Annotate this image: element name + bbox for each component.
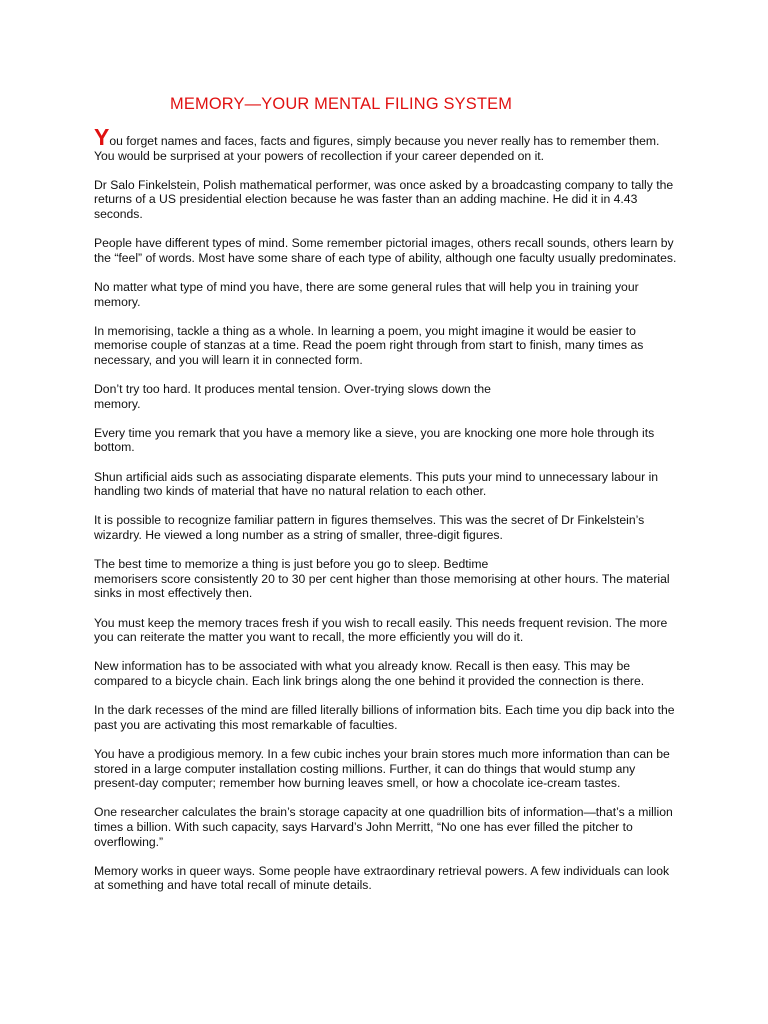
paragraph-13: In the dark recesses of the mind are filled literally billions of information bits. Each time you dip back into the past you are activating this most remarkable of faculties. xyxy=(94,703,675,732)
document-body xyxy=(94,124,679,907)
paragraph-2: Dr Salo Finkelstein, Polish mathematical performer, was once asked by a broadcasting company to tally the returns of a US presidential election because he was faster than an adding machine. He did it in 4.43 seconds. xyxy=(94,177,674,221)
paragraph-10-line-1: The best time to memorize a thing is just before you go to sleep. Bedtime xyxy=(94,557,489,572)
paragraph-5: In memorising, tackle a thing as a whole. In learning a poem, you might imagine it would be easier to memorise couple of stanzas at a time. Read the poem right through from start to finish, many times as necessary, and you will learn it in connected form. xyxy=(94,323,644,367)
paragraph-3: People have different types of mind. Some remember pictorial images, others recall sounds, others learn by the “feel” of words. Most have some share of each type of ability, although one faculty usually predominates. xyxy=(94,236,677,265)
paragraph-9: It is possible to recognize familiar pattern in figures themselves. This was the secret of Dr Finkelstein’s wizardry. He viewed a long number as a string of smaller, three-digit figures. xyxy=(94,513,645,543)
paragraph-8: Shun artificial aids such as associating disparate elements. This puts your mind to unnecessary labour in handling two kinds of material that have no natural relation to each other. xyxy=(94,469,659,499)
paragraph-10 xyxy=(94,557,679,601)
paragraph-10-rest: memorisers score consistently 20 to 30 per cent higher than those memorising at other hours. The material sinks in most effectively then. xyxy=(94,571,670,601)
paragraph-12: New information has to be associated with what you already know. Recall is then easy. This may be compared to a bicycle chain. Each link brings along the one behind it provided the connection is there. xyxy=(94,659,645,688)
paragraph-6 xyxy=(94,382,679,411)
paragraph-7: Every time you remark that you have a memory like a sieve, you are knocking one more hole through its bottom. xyxy=(94,425,655,455)
paragraph-14: You have a prodigious memory. In a few cubic inches your brain stores much more information than can be stored in a large computer installation costing millions. Further, it can do things that would stump any present-day computer; remember how burning leaves smell, or how a chocolate ice-cream tastes. xyxy=(94,746,670,791)
paragraph-4: No matter what type of mind you have, there are some general rules that will help you in training your memory. xyxy=(94,279,639,309)
paragraph-6-line-2: memory. xyxy=(94,396,141,411)
page-title: MEMORY—YOUR MENTAL FILING SYSTEM xyxy=(170,95,513,113)
paragraph-6-line-1: Don’t try too hard. It produces mental tension. Over-trying slows down the xyxy=(94,382,491,397)
paragraph-15: One researcher calculates the brain’s storage capacity at one quadrillion bits of information—that’s a million times a billion. With such capacity, says Harvard’s John Merritt, “No one has ever filled the pitcher to overflowing.” xyxy=(94,805,673,849)
drop-cap: Y xyxy=(94,124,110,150)
paragraph-1-text: ou forget names and faces, facts and figures, simply because you never really has to remember them. You would be surprised at your powers of recollection if your career depended on it. xyxy=(94,134,660,163)
paragraph-1 xyxy=(94,124,679,163)
paragraph-11: You must keep the memory traces fresh if you wish to recall easily. This needs frequent revision. The more you can reiterate the matter you want to recall, the more efficiently you will do it. xyxy=(94,615,668,645)
paragraph-16: Memory works in queer ways. Some people have extraordinary retrieval powers. A few individuals can look at something and have total recall of minute details. xyxy=(94,863,670,893)
